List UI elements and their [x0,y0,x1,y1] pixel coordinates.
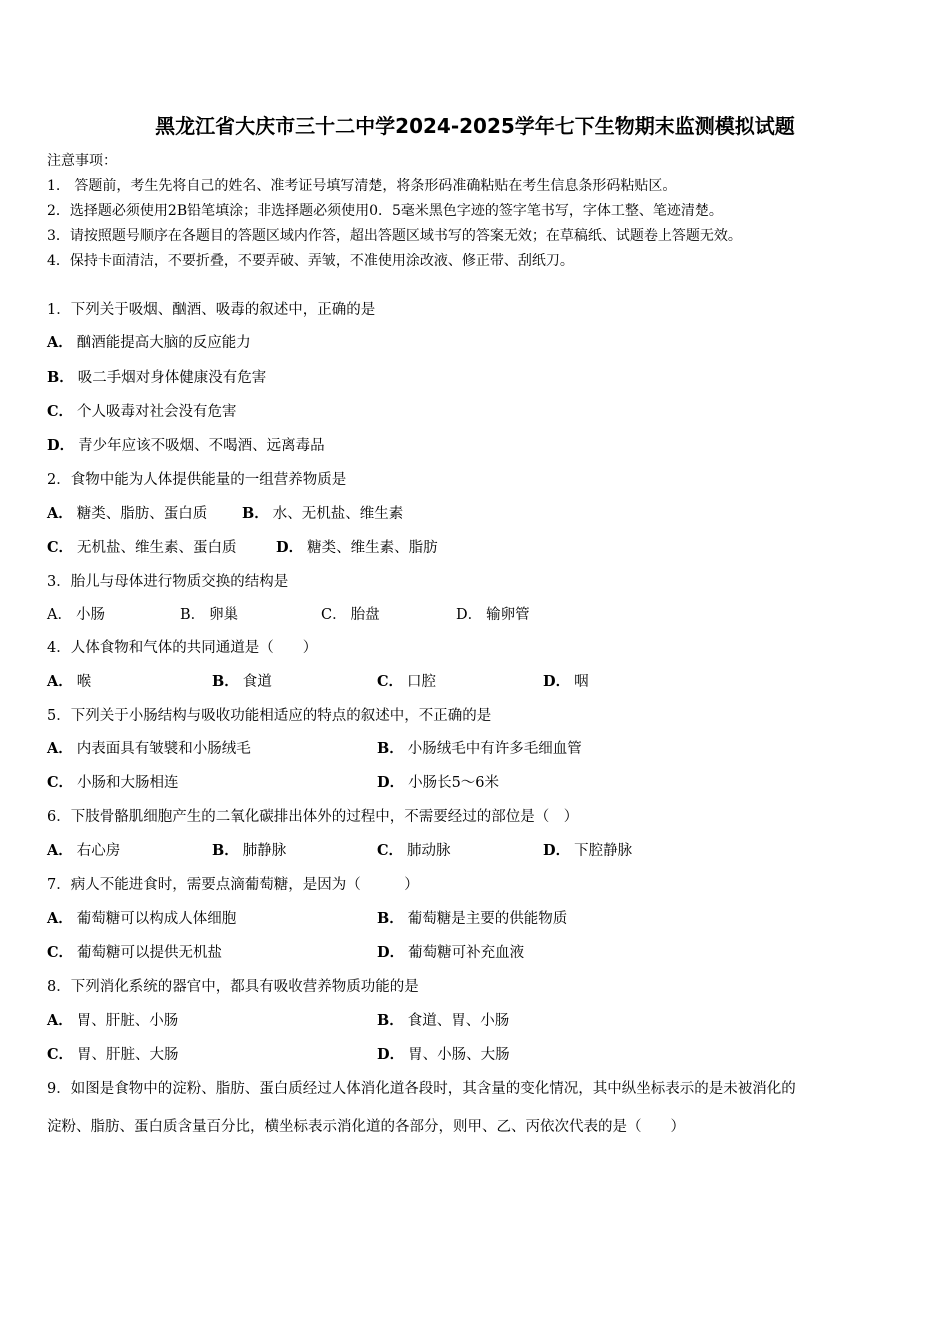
question-2-option-b [242,503,403,525]
notice-item-4: 4．保持卡面清洁，不要折叠，不要弄破、弄皱，不准使用涂改液、修正带、刮纸刀。 [47,253,574,269]
question-7-option-b [377,908,567,930]
option-letter: A． [47,505,73,522]
option-text: 个人吸毒对社会没有危害 [77,404,237,420]
option-letter: A． [47,740,73,757]
option-text: 下腔静脉 [574,843,633,859]
option-text: 水、无机盐、维生素 [272,506,404,522]
option-text: 食道、胃、小肠 [407,1013,510,1029]
option-letter: C． [47,774,74,791]
option-text: 胃、肝脏、小肠 [76,1013,179,1029]
option-letter: C． [377,842,404,859]
option-text: 肺静脉 [242,843,287,859]
question-2-option-d [276,537,438,559]
option-text: 小肠 [75,607,105,623]
option-text: 吸二手烟对身体健康没有危害 [77,370,267,386]
question-6-option-c [377,840,451,862]
option-letter: D． [377,1046,405,1063]
option-letter: B． [242,505,269,522]
option-letter: B． [212,842,239,859]
option-text: 糖类、维生素、脂肪 [307,540,438,556]
question-2-option-c [47,537,237,559]
question-8-option-d [377,1044,510,1066]
question-3-option-d [456,604,530,626]
option-letter: D． [543,842,571,859]
question-5-option-c [47,772,179,794]
option-text: 胃、小肠、大肠 [408,1047,510,1063]
option-letter: B． [212,673,239,690]
question-4-option-a [47,671,91,693]
option-text: 葡萄糖可以构成人体细胞 [76,911,237,927]
option-text: 青少年应该不吸烟、不喝酒、远离毒品 [78,438,325,454]
question-3-option-c [321,604,380,626]
option-letter: B． [180,607,206,623]
question-7-stem: 7．病人不能进食时，需要点滴葡萄糖，是因为（ ） [47,877,419,893]
option-letter: A． [47,334,73,351]
notice-item-1: 1. 答题前，考生先将自己的姓名、准考证号填写清楚，将条形码准确粘贴在考生信息条形码粘贴区。 [47,178,677,194]
notice-item-3: 3．请按照题号顺序在各题目的答题区域内作答，超出答题区域书写的答案无效；在草稿纸、试题卷上答题无效。 [47,228,742,244]
option-text: 内表面具有皱襞和小肠绒毛 [76,741,251,757]
question-8-option-c [47,1044,179,1066]
notice-heading: 注意事项： [47,153,117,169]
question-1-stem: 1．下列关于吸烟、酗酒、吸毒的叙述中，正确的是 [47,302,376,318]
question-7-option-a [47,908,236,930]
option-letter: B． [47,369,74,386]
option-text: 肺动脉 [407,843,451,859]
question-1-option-b [47,367,266,389]
question-3-stem: 3．胎儿与母体进行物质交换的结构是 [47,574,289,590]
question-8-option-a [47,1010,178,1032]
question-3-option-b [180,604,238,626]
question-2-stem: 2．食物中能为人体提供能量的一组营养物质是 [47,472,347,488]
question-7-option-c [47,942,222,964]
option-letter: A． [47,1012,73,1029]
question-6-option-a [47,840,120,862]
option-letter: D． [543,673,571,690]
option-text: 输卵管 [486,607,530,623]
question-4-option-b [212,671,272,693]
question-5-option-d [377,772,499,794]
question-9-stem-line-1: 9．如图是食物中的淀粉、脂肪、蛋白质经过人体消化道各段时，其含量的变化情况，其中纵坐标表示的是未被消化的 [47,1081,796,1097]
option-text: 小肠绒毛中有许多毛细血管 [407,741,582,757]
option-letter: A． [47,842,73,859]
option-letter: D． [377,774,405,791]
question-5-option-a [47,738,251,760]
option-text: 葡萄糖是主要的供能物质 [407,911,568,927]
option-text: 右心房 [76,843,121,859]
option-text: 酗酒能提高大脑的反应能力 [76,335,251,351]
option-letter: C． [47,1046,74,1063]
question-5-stem: 5．下列关于小肠结构与吸收功能相适应的特点的叙述中，不正确的是 [47,708,492,724]
option-letter: D． [456,607,483,623]
option-text: 葡萄糖可补充血液 [408,945,525,961]
question-4-stem: 4．人体食物和气体的共同通道是（ ） [47,640,318,656]
notice-item-2: 2．选择题必须使用2B铅笔填涂；非选择题必须使用0．5毫米黑色字迹的签字笔书写，字体工整、笔迹清楚。 [47,203,723,219]
option-letter: D． [377,944,405,961]
option-text: 胃、肝脏、大肠 [77,1047,179,1063]
option-text: 糖类、脂肪、蛋白质 [76,506,208,522]
question-1-option-d [47,435,325,457]
option-text: 卵巢 [209,607,239,623]
option-letter: B． [377,740,404,757]
option-letter: C． [47,944,74,961]
question-2-option-a [47,503,207,525]
question-6-option-d [543,840,632,862]
question-4-option-d [543,671,589,693]
question-7-option-d [377,942,524,964]
option-letter: A． [47,910,73,927]
option-letter: A． [47,607,72,623]
option-letter: B． [377,910,404,927]
option-letter: C． [47,539,74,556]
option-text: 咽 [574,674,589,690]
question-1-option-c [47,401,237,423]
question-4-option-c [377,671,436,693]
option-text: 无机盐、维生素、蛋白质 [77,540,237,556]
option-letter: C． [321,607,347,623]
option-text: 胎盘 [350,607,380,623]
option-letter: C． [47,403,74,420]
question-8-stem: 8．下列消化系统的器官中，都具有吸收营养物质功能的是 [47,979,419,995]
question-3-option-a [47,604,105,626]
option-text: 喉 [76,674,92,690]
option-text: 食道 [242,674,272,690]
option-text: 葡萄糖可以提供无机盐 [77,945,223,961]
option-letter: B． [377,1012,404,1029]
question-6-stem: 6．下肢骨骼肌细胞产生的二氧化碳排出体外的过程中，不需要经过的部位是（ ） [47,809,579,825]
option-text: 口腔 [407,674,437,690]
question-6-option-b [212,840,286,862]
option-letter: C． [377,673,404,690]
option-letter: A． [47,673,73,690]
question-9-stem-line-2: 淀粉、脂肪、蛋白质含量百分比，横坐标表示消化道的各部分，则甲、乙、丙依次代表的是（ ） [47,1119,685,1135]
option-letter: D． [276,539,304,556]
question-1-option-a [47,332,251,354]
question-5-option-b [377,738,582,760]
option-text: 小肠长5～6米 [408,775,500,791]
question-8-option-b [377,1010,509,1032]
option-letter: D． [47,437,75,454]
option-text: 小肠和大肠相连 [77,775,179,791]
page-title: 黑龙江省大庆市三十二中学2024-2025学年七下生物期末监测模拟试题 [155,114,795,138]
